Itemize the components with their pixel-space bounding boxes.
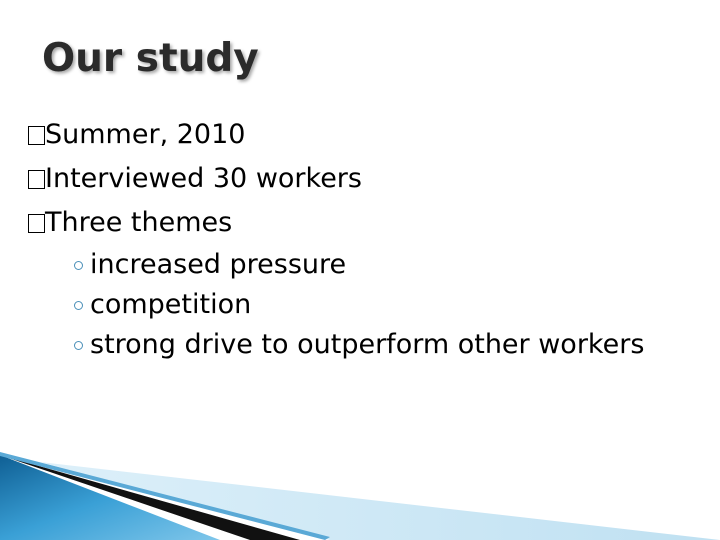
bullet-item [28,113,688,157]
sub-bullet-text: strong drive to outperform other workers [90,329,645,360]
box-bullet-icon [28,170,45,189]
sub-bullet-item [28,245,688,285]
bullet-list [28,113,688,365]
ring-bullet-icon [74,261,83,270]
ring-bullet-icon [74,341,83,350]
sub-bullet-text: increased pressure [90,249,347,280]
bullet-text: Interviewed 30 workers [45,163,362,194]
box-bullet-icon [28,214,45,233]
box-bullet-icon [28,126,45,145]
sub-bullet-text: competition [90,289,252,320]
bullet-text: Three themes [45,207,233,238]
ring-bullet-icon [74,301,83,310]
bullet-item [28,157,688,201]
sub-bullet-item [28,285,688,325]
bullet-item [28,201,688,245]
sub-bullet-item [28,325,650,365]
bullet-text: Summer, 2010 [45,119,246,150]
slide-title: Our study [42,36,259,81]
